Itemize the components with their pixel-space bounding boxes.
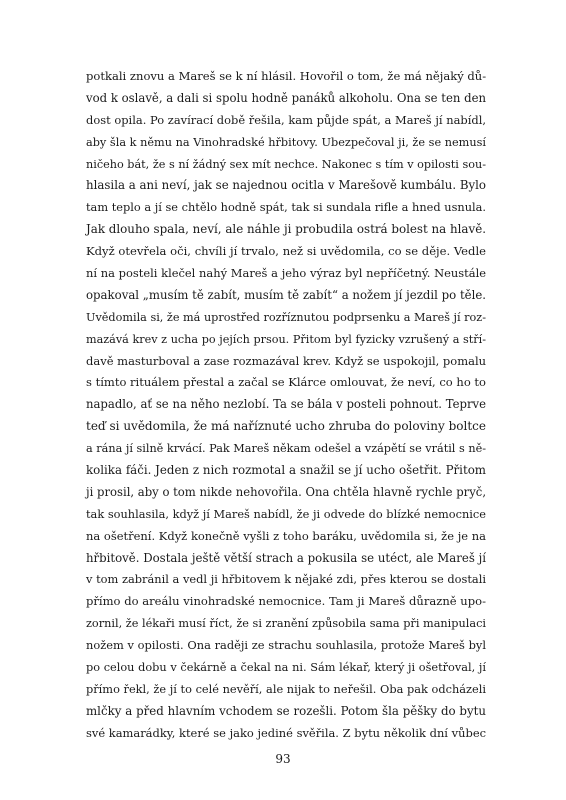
text-line: kolika fáči. Jeden z nich rozmotal a snažil se jí ucho ošetřit. Přitom — [86, 463, 486, 478]
text-line: s tímto rituálem přestal a začal se Klárce omlouvat, že neví, co ho to — [86, 375, 486, 390]
text-line: Uvědomila si, že má uprostřed rozříznutou podprsenku a Mareš jí roz- — [86, 310, 486, 324]
text-line: teď si uvědomila, že má naříznuté ucho zhruba do poloviny boltce — [86, 419, 486, 434]
text-line: potkali znovu a Mareš se k ní hlásil. Hovořil o tom, že má nějaký dů- — [86, 69, 487, 83]
text-line: tam teplo a jí se chtělo hodně spát, tak si sundala rifle a hned usnula. — [86, 200, 486, 215]
text-line: hřbitově. Dostala ještě větší strach a pokusila se utéct, ale Mareš jí — [86, 550, 486, 565]
text-line: zornil, že lékaři musí říct, že si zranění způsobila sama při manipulaci — [86, 617, 486, 631]
text-line: aby šla k němu na Vinohradské hřbitovy. Ubezpečoval ji, že se nemusí — [86, 135, 486, 149]
text-line: davě masturboval a zase rozmazával krev. Když se uspokojil, pomalu — [86, 353, 487, 368]
body-text — [86, 66, 486, 745]
page-number: 93 — [275, 752, 291, 766]
text-line: a rána jí silně krvácí. Pak Mareš někam odešel a vzápětí se vrátil s ně- — [86, 442, 486, 456]
text-line: mazává krev z ucha po jejích prsou. Přitom byl fyzicky vzrušený a stří- — [86, 332, 486, 346]
text-line: mlčky a před hlavním vchodem se rozešli. Potom šla pěšky do bytu — [86, 703, 486, 718]
text-line: hlasila a ani neví, jak se najednou ocitla v Marešově kumbálu. Bylo — [86, 178, 487, 193]
text-line: Jak dlouho spala, neví, ale náhle ji probudila ostrá bolest na hlavě. — [86, 222, 486, 237]
text-line: přímo do areálu vinohradské nemocnice. Tam ji Mareš důrazně upo- — [86, 594, 486, 609]
text-line: ní na posteli klečel nahý Mareš a jeho výraz byl nepříčetný. Neustále — [86, 266, 486, 281]
text-line: napadlo, ať se na něho nezlobí. Ta se bála v posteli pohnout. Teprve — [86, 397, 486, 412]
text-line: Když otevřela oči, chvíli jí trvalo, než si uvědomila, co se děje. Vedle — [86, 244, 486, 259]
text-line: po celou dobu v čekárně a čekal na ni. Sám lékař, který ji ošetřoval, jí — [86, 660, 486, 675]
text-line: nožem v opilosti. Ona raději ze strachu souhlasila, protože Mareš byl — [86, 638, 486, 653]
text-line: ji prosil, aby o tom nikde nehovořila. Ona chtěla hlavně rychle pryč, — [86, 484, 487, 499]
text-line: opakoval „musím tě zabít, musím tě zabít“ a nožem jí jezdil po těle. — [86, 287, 486, 302]
text-line: na ošetření. Když konečně vyšli z toho baráku, uvědomila si, že je na — [86, 528, 486, 543]
text-line: v tom zabránil a vedl ji hřbitovem k nějaké zdi, přes kterou se dostali — [86, 572, 486, 587]
text-line: své kamarádky, které se jako jediné svěřila. Z bytu několik dní vůbec — [86, 725, 486, 740]
text-line: dost opila. Po zavírací době řešila, kam půjde spát, a Mareš jí nabídl, — [86, 112, 486, 127]
text-line: ničeho bát, že s ní žádný sex mít nechce. Nakonec s tím v opilosti sou- — [86, 157, 486, 171]
text-line: tak souhlasila, když jí Mareš nabídl, že ji odvede do blízké nemocnice — [86, 506, 486, 521]
text-line: vod k oslavě, a dali si spolu hodně panáků alkoholu. Ona se ten den — [86, 90, 486, 105]
text-line: přímo řekl, že jí to celé nevěří, ale nijak to neřešil. Oba pak odcházeli — [86, 681, 486, 696]
